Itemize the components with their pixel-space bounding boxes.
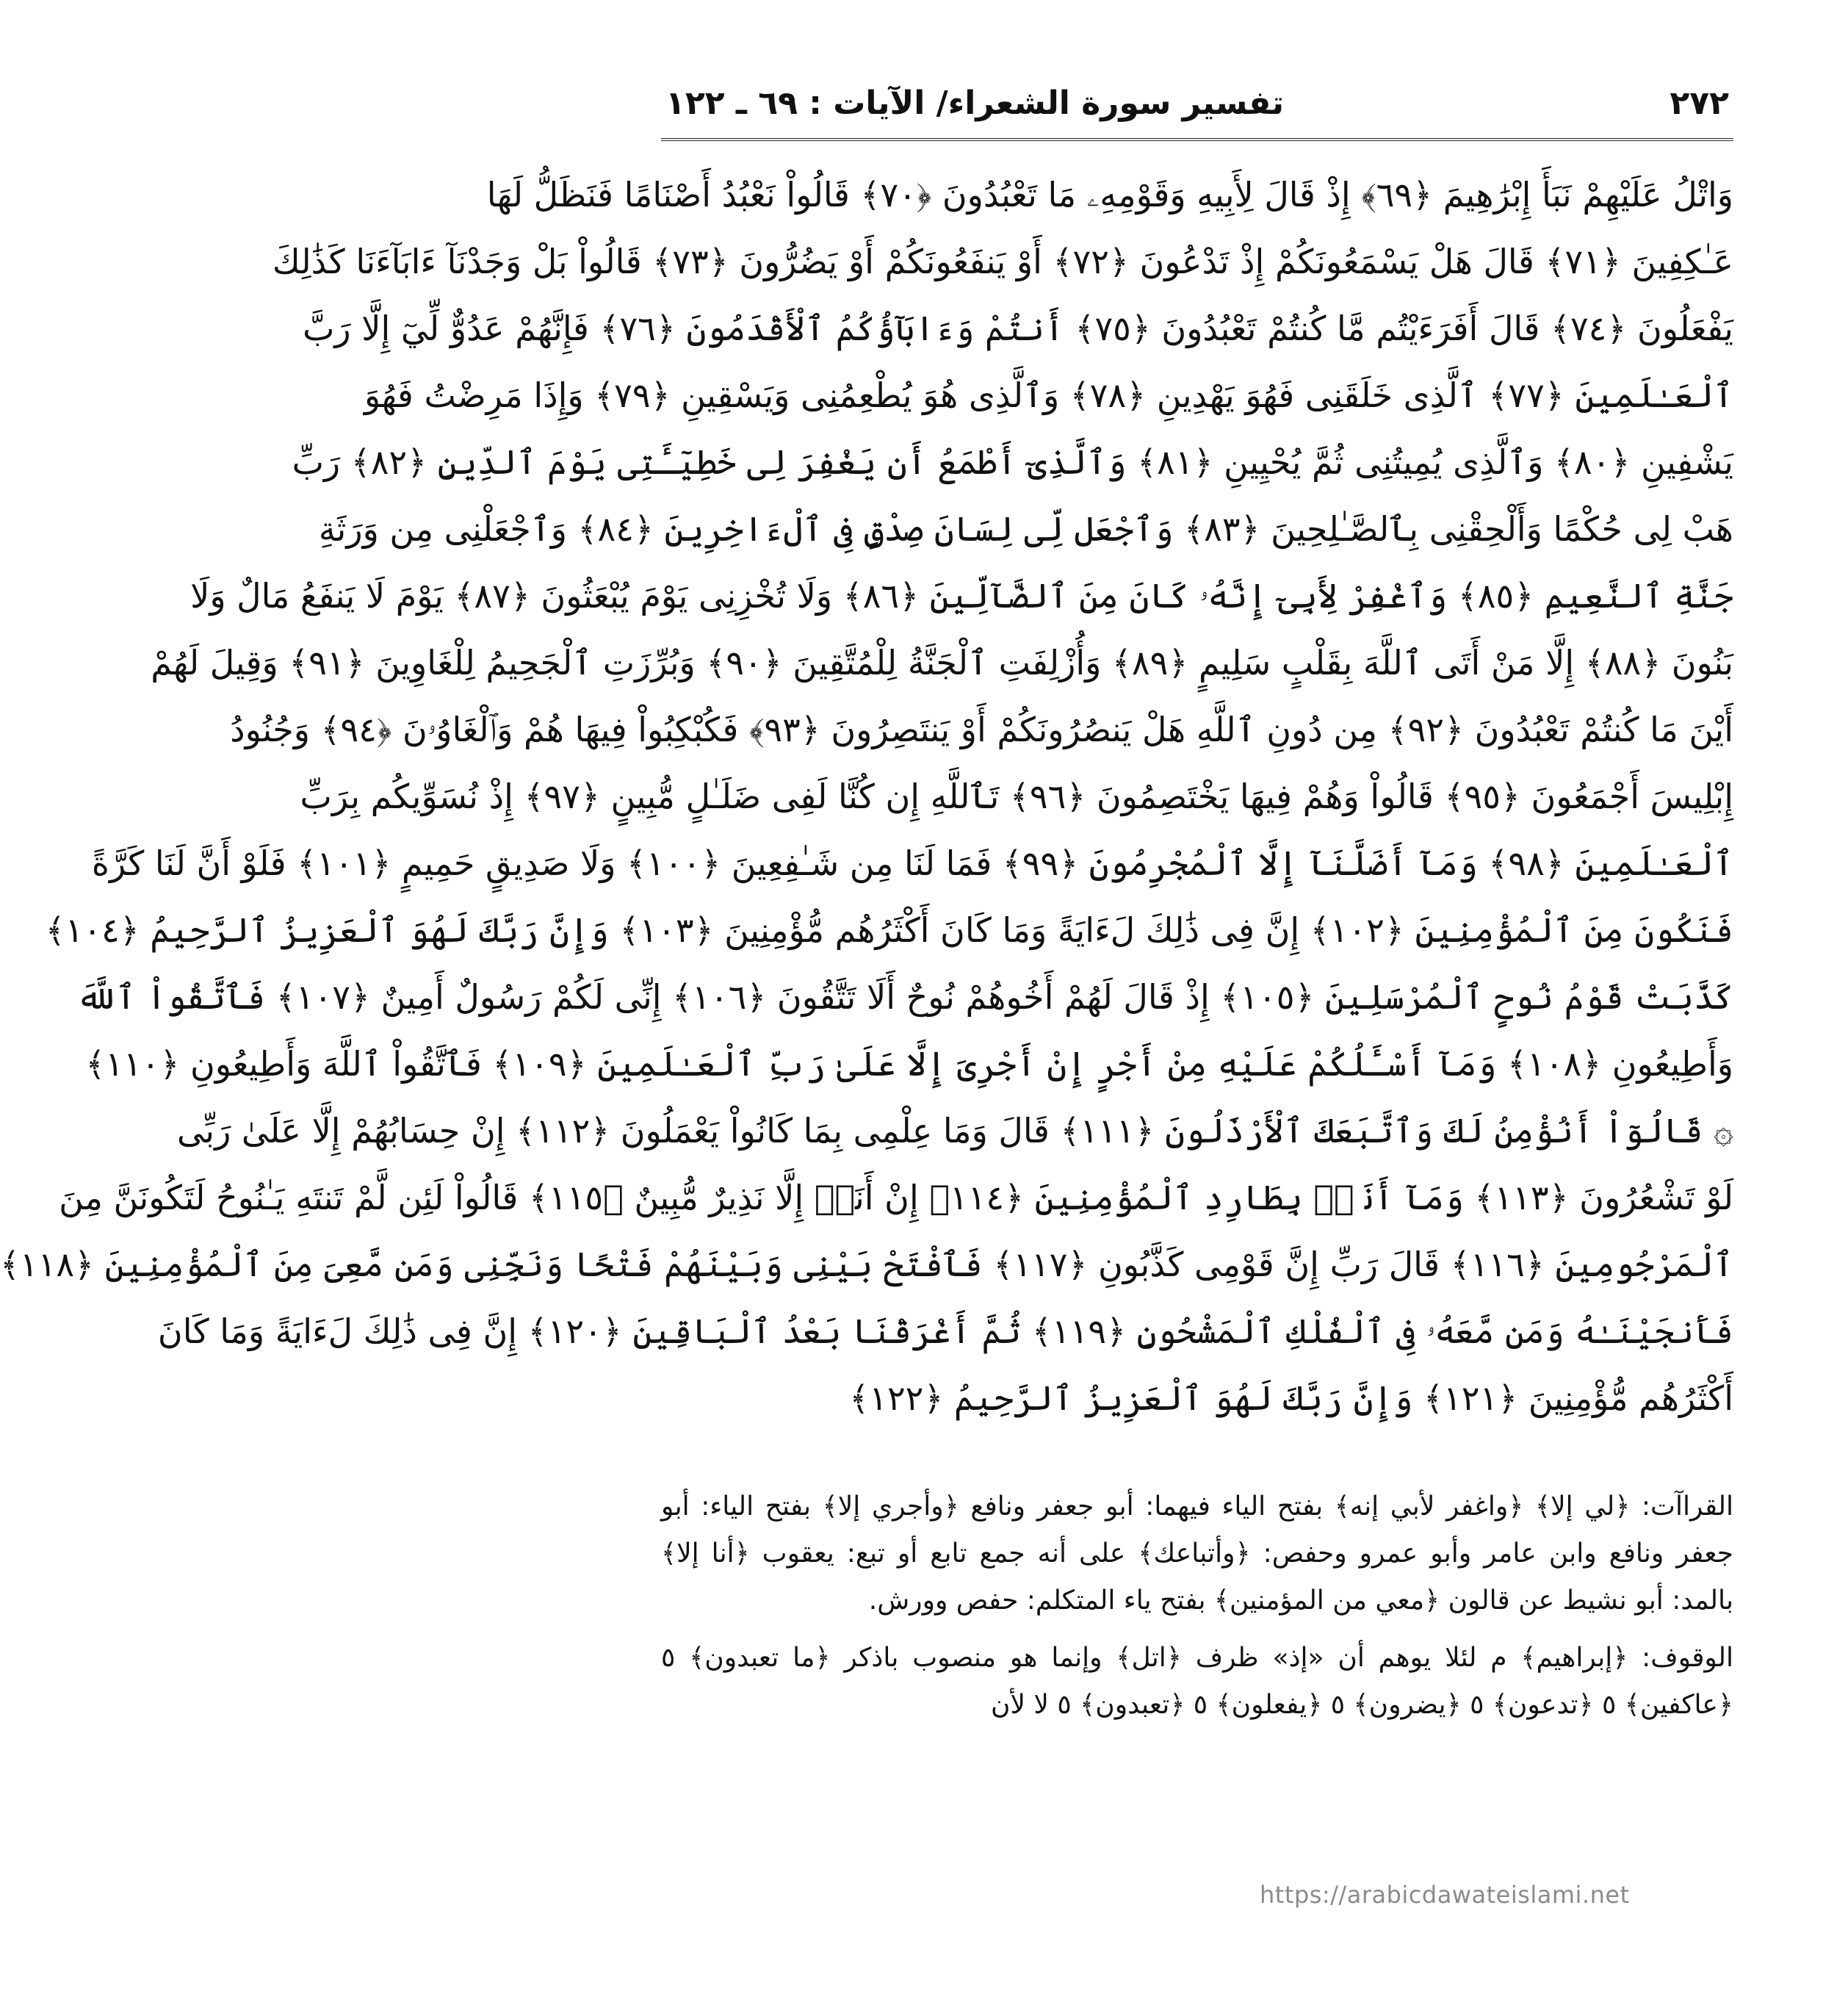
readings-paragraph: القراآت: ﴿لي إلا﴾ ﴿واغفر لأبي إنه﴾ بفتح الياء فيهما: أبو جعفر ونافع ﴿وأجري إلا﴾ بفتح الياء: أبو جعفر ونافع وابن عامر وأبو عمرو وحفص: ﴿وأتباعك﴾ على أنه جمع تابع أو تبع: يعقوب ﴿أنا إلا﴾ بالمد: أبو نشيط عن قالون ﴿معي من المؤمنين﴾ بفتح ياء المتكلم: حفص وورش. [661,1491,1733,1616]
page-title: تفسير سورة الشعراء/ الآيات : ٦٩ ـ ١٢٢ [665,84,1284,122]
quran-line: ٱلْعَـٰلَمِينَ ﴿٩٨﴾ وَمَآ أَضَلَّنَآ إِلَّا ٱلْمُجْرِمُونَ ﴿٩٩﴾ فَمَا لَنَا مِن شَـٰفِعِينَ ﴿١٠٠﴾ وَلَا صَدِيقٍ حَمِيمٍ ﴿١٠١﴾ فَلَوْ أَنَّ لَنَا كَرَّةً [91,843,1733,883]
quran-line: عَـٰكِفِينَ ﴿٧١﴾ قَالَ هَلْ يَسْمَعُونَكُمْ إِذْ تَدْعُونَ ﴿٧٢﴾ أَوْ يَنفَعُونَكُمْ أَوْ يَضُرُّونَ ﴿٧٣﴾ قَالُواْ بَلْ وَجَدْنَآ ءَابَآءَنَا كَذَٰلِكَ [272,242,1733,281]
quran-line: وَاتْلُ عَلَيْهِمْ نَبَأَ إِبْرَٰهِيمَ ﴿٦٩﴾ إِذْ قَالَ لِأَبِيهِ وَقَوْمِهِۦ مَا تَعْبُدُونَ ﴿٧٠﴾ قَالُواْ نَعْبُدُ أَصْنَامًا فَنَظَلُّ لَهَا [486,175,1733,215]
quran-line: كَذَّبَتْ قَوْمُ نُوحٍ ٱلْمُرْسَلِينَ ﴿١٠٥﴾ إِذْ قَالَ لَهُمْ أَخُوهُمْ نُوحٌ أَلَا تَتَّقُونَ ﴿١٠٦﴾ إِنِّى لَكُمْ رَسُولٌ أَمِينٌ ﴿١٠٧﴾ فَٱتَّقُواْ ٱللَّهَ [76,977,1733,1017]
page-number: ٢٧٢ [1670,84,1729,122]
quran-line: فَأَنجَيْنَـٰهُ وَمَن مَّعَهُۥ فِى ٱلْفُلْكِ ٱلْمَشْحُونِ ﴿١١٩﴾ ثُمَّ أَغْرَقْنَا بَعْدُ ٱلْبَاقِينَ ﴿١٢٠﴾ إِنَّ فِى ذَٰلِكَ لَءَايَةً وَمَا كَانَ [157,1311,1733,1351]
quran-line: إِبْلِيسَ أَجْمَعُونَ ﴿٩٥﴾ قَالُواْ وَهُمْ فِيهَا يَخْتَصِمُونَ ﴿٩٦﴾ تَٱللَّهِ إِن كُنَّا لَفِى ضَلَـٰلٍ مُّبِينٍ ﴿٩٧﴾ إِذْ نُسَوِّيكُم بِرَبِّ [300,777,1733,816]
quran-line: ٱلْعَـٰلَمِينَ ﴿٧٧﴾ ٱلَّذِى خَلَقَنِى فَهُوَ يَهْدِينِ ﴿٧٨﴾ وَٱلَّذِى هُوَ يُطْعِمُنِى وَيَسْقِينِ ﴿٧٩﴾ وَإِذَا مَرِضْتُ فَهُوَ [364,375,1733,415]
page-header [661,73,1733,141]
quran-line: وَأَطِيعُونِ ﴿١٠٨﴾ وَمَآ أَسْـَٔلُكُمْ عَلَيْهِ مِنْ أَجْرٍ إِنْ أَجْرِىَ إِلَّا عَلَىٰ رَبِّ ٱلْعَـٰلَمِينَ ﴿١٠٩﴾ فَٱتَّقُواْ ٱللَّهَ وَأَطِيعُونِ ﴿١١٠﴾ [85,1044,1733,1084]
quran-line: ۞ قَالُوٓاْ أَنُؤْمِنُ لَكَ وَٱتَّبَعَكَ ٱلْأَرْذَلُونَ ﴿١١١﴾ قَالَ وَمَا عِلْمِى بِمَا كَانُواْ يَعْمَلُونَ ﴿١١٢﴾ إِنْ حِسَابُهُمْ إِلَّا عَلَىٰ رَبِّى [176,1111,1733,1151]
commentary-notes [661,1483,1733,1729]
quran-line: أَيْنَ مَا كُنتُمْ تَعْبُدُونَ ﴿٩٢﴾ مِن دُونِ ٱللَّهِ هَلْ يَنصُرُونَكُمْ أَوْ يَنتَصِرُونَ ﴿٩٣﴾ فَكُبْكِبُواْ فِيهَا هُمْ وَٱلْغَاوُۥنَ ﴿٩٤﴾ وَجُنُودُ [230,710,1733,749]
quran-line: فَنَكُونَ مِنَ ٱلْمُؤْمِنِينَ ﴿١٠٢﴾ إِنَّ فِى ذَٰلِكَ لَءَايَةً وَمَا كَانَ أَكْثَرُهُم مُّؤْمِنِينَ ﴿١٠٣﴾ وَإِنَّ رَبَّكَ لَهُوَ ٱلْعَزِيزُ ٱلرَّحِيمُ ﴿١٠٤﴾ [45,910,1733,950]
pauses-paragraph: الوقوف: ﴿إبراهيم﴾ م لئلا يوهم أن «إذ» ظرف ﴿اتل﴾ وإنما هو منصوب باذكر ﴿ما تعبدون﴾ ٥ ﴿عاكفين﴾ ٥ ﴿تدعون﴾ ٥ ﴿يضرون﴾ ٥ ﴿يفعلون﴾ ٥ ﴿تعبدون﴾ ٥ لا لأن [661,1643,1733,1720]
page [0,73,1733,1954]
quran-line: يَشْفِينِ ﴿٨٠﴾ وَٱلَّذِى يُمِيتُنِى ثُمَّ يُحْيِينِ ﴿٨١﴾ وَٱلَّذِىٓ أَطْمَعُ أَن يَغْفِرَ لِى خَطِيٓـَٔتِى يَوْمَ ٱلدِّينِ ﴿٨٢﴾ رَبِّ [292,442,1733,482]
quran-line: بَنُونَ ﴿٨٨﴾ إِلَّا مَنْ أَتَى ٱللَّهَ بِقَلْبٍ سَلِيمٍ ﴿٨٩﴾ وَأُزْلِفَتِ ٱلْجَنَّةُ لِلْمُتَّقِينَ ﴿٩٠﴾ وَبُرِّزَتِ ٱلْجَحِيمُ لِلْغَاوِينَ ﴿٩١﴾ وَقِيلَ لَهُمْ [151,643,1733,683]
quran-line: ٱلْمَرْجُومِينَ ﴿١١٦﴾ قَالَ رَبِّ إِنَّ قَوْمِى كَذَّبُونِ ﴿١١٧﴾ فَٱفْتَحْ بَيْنِى وَبَيْنَهُمْ فَتْحًا وَنَجِّنِى وَمَن مَّعِىَ مِنَ ٱلْمُؤْمِنِينَ ﴿١١٨﴾ [0,1245,1733,1284]
quran-line: هَبْ لِى حُكْمًا وَأَلْحِقْنِى بِٱلصَّـٰلِحِينَ ﴿٨٣﴾ وَٱجْعَل لِّى لِسَانَ صِدْقٍ فِى ٱلْءَاخِرِينَ ﴿٨٤﴾ وَٱجْعَلْنِى مِن وَرَثَةِ [318,509,1733,549]
watermark-url: https://arabicdawateislami.net [1260,1881,1630,1909]
quran-text [0,162,1733,1432]
quran-line: لَوْ تَشْعُرُونَ ﴿١١٣﴾ وَمَآ أَنَا۠ بِطَارِدِ ٱلْمُؤْمِنِينَ ﴿١١٤﴾ إِنْ أَنَا۠ إِلَّا نَذِيرٌ مُّبِينٌ ﴿١١٥﴾ قَالُواْ لَئِن لَّمْ تَنتَهِ يَـٰنُوحُ لَتَكُونَنَّ مِنَ [59,1178,1733,1217]
quran-line: أَكْثَرُهُم مُّؤْمِنِينَ ﴿١٢١﴾ وَإِنَّ رَبَّكَ لَهُوَ ٱلْعَزِيزُ ٱلرَّحِيمُ ﴿١٢٢﴾ [849,1378,1733,1418]
quran-line: جَنَّةِ ٱلنَّعِيمِ ﴿٨٥﴾ وَٱغْفِرْ لِأَبِىٓ إِنَّهُۥ كَانَ مِنَ ٱلضَّآلِّينَ ﴿٨٦﴾ وَلَا تُخْزِنِى يَوْمَ يُبْعَثُونَ ﴿٨٧﴾ يَوْمَ لَا يَنفَعُ مَالٌ وَلَا [190,576,1733,616]
quran-line: يَفْعَلُونَ ﴿٧٤﴾ قَالَ أَفَرَءَيْتُم مَّا كُنتُمْ تَعْبُدُونَ ﴿٧٥﴾ أَنتُمْ وَءَابَآؤُكُمُ ٱلْأَقْدَمُونَ ﴿٧٦﴾ فَإِنَّهُمْ عَدُوٌّ لِّيٓ إِلَّا رَبَّ [303,309,1733,348]
